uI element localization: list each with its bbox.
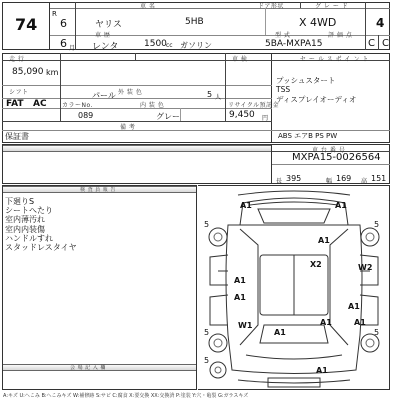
month: 6 bbox=[60, 37, 67, 50]
equipment-item: TSS bbox=[276, 85, 291, 95]
recycle-unit: 円 bbox=[262, 115, 269, 122]
month-unit: 月 bbox=[69, 45, 76, 52]
note-item: シートへたり bbox=[5, 206, 53, 216]
rear-glass-outline bbox=[260, 325, 328, 343]
displacement: 1500 bbox=[144, 39, 167, 49]
damage-mark: A1 bbox=[240, 201, 252, 210]
caption-condition: 会 場 記 入 欄 bbox=[70, 365, 106, 371]
door-unit: 人 bbox=[215, 94, 222, 101]
length-value: 395 bbox=[286, 174, 302, 183]
equipment-item: プッシュスタート bbox=[276, 76, 336, 85]
width-label: 幅 bbox=[326, 178, 333, 185]
damage-mark: A1 bbox=[274, 328, 286, 337]
caption-vin: 車 台 番 号 bbox=[312, 147, 346, 154]
caption-notes: 検 査 員 報 告 bbox=[80, 187, 116, 193]
note-item: 室内内装傷 bbox=[5, 224, 45, 234]
tire-front-left bbox=[209, 228, 227, 246]
caption-recycle: リサイクル預託金 bbox=[228, 102, 280, 109]
equipment-item: ディスプレイオーディオ bbox=[276, 94, 357, 104]
tire-tread-rear-right: 5 bbox=[374, 328, 380, 337]
tire-tread-spare: 5 bbox=[204, 356, 210, 365]
caption-point: 評 価 点 bbox=[328, 32, 353, 39]
note-item: ハンドルすれ bbox=[5, 233, 53, 243]
tire-tread-front-left: 5 bbox=[204, 220, 210, 229]
model-code: 5BA-MXPA15 bbox=[265, 39, 323, 49]
length-label: 長 bbox=[276, 178, 283, 185]
year: 6 bbox=[60, 17, 67, 30]
caption-color-no: カラーNo. bbox=[62, 102, 93, 109]
caption-supply: 備 考 bbox=[120, 124, 136, 131]
notes-list bbox=[5, 197, 77, 252]
model-name: ヤリス bbox=[95, 20, 122, 30]
damage-mark: A1 bbox=[354, 318, 366, 327]
tire-spare bbox=[210, 362, 226, 378]
caption-history: 車 歴 bbox=[95, 32, 111, 39]
exterior-score: C bbox=[382, 38, 389, 49]
transmission: FAT bbox=[6, 99, 24, 109]
damage-mark: A1 bbox=[234, 293, 246, 302]
tire-tread-front-right: 5 bbox=[374, 220, 380, 229]
footer-legend: A:キズ U:へこみ B:へこみキズ W:補修跡 S:サビ C:腐食 X:要交換 XX:交換済 P:塗装 Y:穴・亀裂 G:ガラスキズ bbox=[3, 393, 249, 399]
mileage: 85,090 bbox=[12, 67, 44, 77]
warranty: 保証書 bbox=[5, 132, 29, 141]
caption-door: ドア形状 bbox=[258, 3, 284, 10]
damage-mark: A1 bbox=[318, 236, 330, 245]
damage-mark: A1 bbox=[234, 276, 246, 285]
recycle-fee: 9,450 bbox=[229, 110, 255, 120]
damage-mark: A1 bbox=[320, 318, 332, 327]
body-type: 5HB bbox=[185, 17, 204, 27]
year-era: R bbox=[52, 10, 57, 18]
note-item: スタッドレスタイヤ bbox=[5, 243, 77, 253]
exterior-color: パール bbox=[92, 91, 116, 100]
lot-number: 74 bbox=[15, 15, 38, 34]
tire-front-right bbox=[361, 228, 379, 246]
caption-option: セ ー ル ス ポ イ ン ト bbox=[300, 56, 369, 63]
caption-grade: グ レ ー ド bbox=[315, 3, 349, 10]
caption-inner: 内 装 色 bbox=[140, 102, 165, 109]
equipment-list bbox=[276, 76, 356, 104]
interior-score: C bbox=[368, 38, 375, 49]
width-value: 169 bbox=[336, 174, 352, 183]
doors: 5 bbox=[207, 90, 213, 99]
height-value: 151 bbox=[371, 174, 387, 183]
aircon: AC bbox=[33, 99, 47, 109]
fuel: ガソリン bbox=[180, 41, 212, 50]
caption-model: 車 名 bbox=[140, 3, 156, 10]
tire-rear-left bbox=[209, 334, 227, 352]
damage-mark: X2 bbox=[310, 260, 322, 269]
caption-mileage: 走 行 bbox=[9, 56, 25, 63]
caption-shift: シフト bbox=[9, 89, 29, 96]
color-code: 089 bbox=[78, 111, 94, 120]
tire-tread-rear-left: 5 bbox=[204, 328, 210, 337]
height-label: 高 bbox=[361, 178, 368, 185]
damage-mark: W2 bbox=[358, 263, 373, 272]
windshield-outline bbox=[258, 209, 330, 223]
damage-mark: A1 bbox=[335, 201, 347, 210]
rental-label: レンタ bbox=[92, 42, 119, 52]
displacement-unit: cc bbox=[166, 42, 173, 49]
caption-model-code: 型 式 bbox=[275, 32, 291, 39]
score: 4 bbox=[376, 16, 385, 30]
interior-color: グレー bbox=[156, 112, 180, 121]
accessories: ABS エアB PS PW bbox=[278, 132, 338, 140]
damage-mark: A1 bbox=[348, 302, 360, 311]
lot-number-box bbox=[2, 2, 50, 50]
caption-engine: 外 装 色 bbox=[118, 89, 143, 96]
grade: X 4WD bbox=[299, 16, 337, 29]
damage-mark: A1 bbox=[316, 366, 328, 375]
vin-number: MXPA15-0026564 bbox=[292, 152, 381, 163]
mileage-unit: km bbox=[46, 68, 59, 77]
car-diagram bbox=[198, 185, 390, 390]
caption-inspect: 車 検 bbox=[232, 56, 248, 63]
note-item: 室内薄汚れ bbox=[5, 215, 45, 225]
note-item: 下廻りS bbox=[5, 197, 35, 206]
damage-mark: W1 bbox=[238, 321, 253, 330]
